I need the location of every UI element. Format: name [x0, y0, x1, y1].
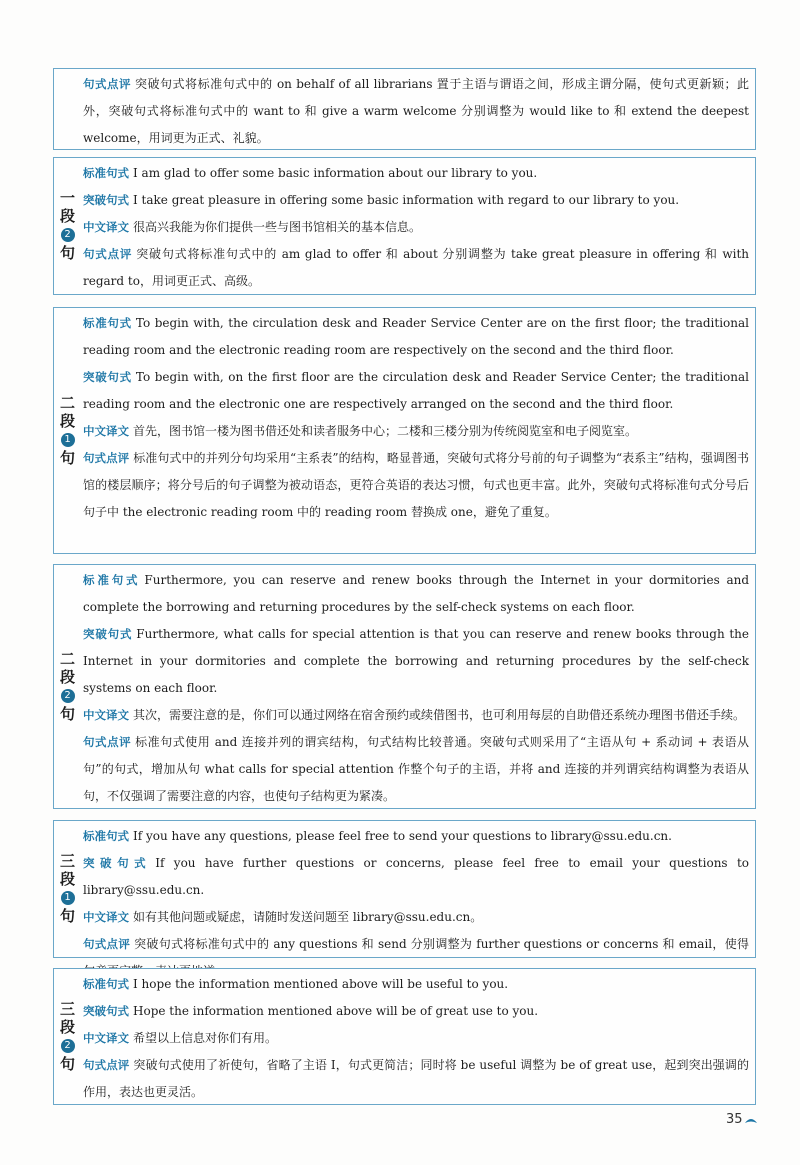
sentence-box-p1-s2 — [53, 157, 756, 295]
label-comment: 句式点评 — [83, 247, 133, 261]
label-breakthrough: 突破句式 — [83, 370, 132, 384]
breakthrough-text: To begin with, on the first floor are the circulation desk and Reader Service Center; the traditional reading room and the electronic one are respectively arranged on the second and the third floor. — [83, 370, 749, 411]
comment-text: 标准句式中的并列分句均采用“主系表”的结构，略显普通，突破句式将分号前的句子调整为“表系主”结构，强调图书馆的楼层顺序；将分号后的句子调整为被动语态，更符合英语的表达习惯，句式也更丰富。此外，突破句式将标准句式分号后句子中 the electronic reading room 中的 reading room 替换成 one，避免了重复。 — [83, 451, 749, 519]
label-comment: 句式点评 — [83, 937, 131, 951]
label-comment: 句式点评 — [83, 451, 130, 465]
marker-sentence-num: 2 — [61, 228, 75, 242]
review-box-intro — [53, 68, 756, 150]
marker-sentence-char: 句 — [59, 448, 75, 467]
breakthrough-text: I take great pleasure in offering some basic information with regard to our library to you. — [133, 193, 680, 207]
standard-text: I am glad to offer some basic information about our library to you. — [133, 166, 538, 180]
marker-paragraph-num: 三 — [59, 999, 75, 1018]
label-translation: 中文译文 — [83, 910, 129, 924]
paragraph-translation — [83, 418, 749, 445]
label-standard: 标准句式 — [83, 977, 129, 991]
label-comment: 句式点评 — [83, 1058, 130, 1072]
label-translation: 中文译文 — [83, 708, 129, 722]
book-icon — [744, 1115, 758, 1125]
marker-paragraph-char: 段 — [59, 667, 75, 686]
marker-paragraph-char: 段 — [59, 870, 75, 888]
paragraph-comment — [83, 241, 749, 295]
section-marker — [54, 158, 81, 294]
comment-text: 突破句式将标准句式中的 any questions 和 send 分别调整为 further questions or concerns 和 email，使得 — [134, 937, 749, 951]
paragraph-breakthrough — [83, 364, 749, 418]
paragraph-breakthrough — [83, 998, 749, 1025]
paragraph-standard — [83, 310, 749, 364]
paragraph-standard — [83, 160, 749, 187]
marker-sentence-char: 句 — [59, 1054, 75, 1073]
box-content — [83, 160, 749, 295]
comment-text: 突破句式使用了祈使句，省略了主语 I，句式更简洁；同时将 be useful 调整为 be of great use，起到突出强调的作用，表达也更灵活。 — [83, 1058, 749, 1099]
label-translation: 中文译文 — [83, 1031, 129, 1045]
translation-text: 如有其他问题或疑虑，请随时发送问题至 library@ssu.edu.cn。 — [133, 910, 483, 924]
marker-sentence-char: 句 — [59, 244, 75, 262]
section-marker — [54, 821, 81, 957]
label-breakthrough: 突破句式 — [83, 193, 129, 207]
paragraph-standard — [83, 823, 749, 850]
page-number: 35 — [726, 1112, 743, 1127]
sentence-box-p2-s1 — [53, 307, 756, 554]
marker-paragraph-num: 一 — [59, 189, 75, 207]
paragraph-breakthrough — [83, 850, 749, 904]
marker-sentence-char: 句 — [59, 704, 75, 723]
label-breakthrough: 突破句式 — [83, 856, 152, 870]
translation-text: 很高兴我能为你们提供一些与图书馆相关的基本信息。 — [133, 220, 422, 234]
paragraph-translation — [83, 1025, 749, 1052]
box-content — [83, 823, 749, 985]
standard-text: If you have any questions, please feel free to send your questions to library@ssu.edu.cn. — [133, 829, 672, 843]
label-standard: 标准句式 — [83, 573, 141, 587]
label-standard: 标准句式 — [83, 316, 132, 330]
comment-text: 突破句式将标准句式中的 am glad to offer 和 about 分别调整为 take great pleasure in offering 和 with regard to，用词更正式、高级。 — [83, 247, 750, 288]
comment-text: 突破句式将标准句式中的 on behalf of all librarians 置于主语与谓语之间，形成主谓分隔，使句式更新颖；此外，突破句式将标准句式中的 want to 和 give a warm welcome 分别调整为 would like to 和 extend the deepest welcome，用词更为正式、礼貌。 — [83, 77, 749, 145]
marker-paragraph-num: 二 — [59, 393, 75, 412]
label-standard: 标准句式 — [83, 829, 129, 843]
marker-paragraph-char: 段 — [59, 207, 75, 225]
paragraph-comment — [83, 445, 749, 526]
breakthrough-text: Furthermore, what calls for special attention is that you can reserve and renew books through the Internet in your dormitories and complete the borrowing and returning procedures by the self-check systems on each floor. — [83, 627, 749, 695]
section-marker — [54, 969, 81, 1104]
paragraph-translation — [83, 702, 749, 729]
breakthrough-text: Hope the information mentioned above will be of great use to you. — [133, 1004, 539, 1018]
section-marker — [54, 308, 81, 553]
label-breakthrough: 突破句式 — [83, 627, 133, 641]
paragraph-translation — [83, 904, 749, 931]
paragraph-comment — [83, 729, 749, 810]
marker-paragraph-char: 段 — [59, 411, 75, 430]
standard-text: Furthermore, you can reserve and renew books through the Internet in your dormitories and complete the borrowing and returning procedures by the self-check systems on each floor. — [83, 573, 750, 614]
box-content — [83, 567, 749, 810]
label-breakthrough: 突破句式 — [83, 1004, 129, 1018]
sentence-box-p2-s2 — [53, 564, 756, 809]
translation-text: 希望以上信息对你们有用。 — [133, 1031, 278, 1045]
label-comment: 句式点评 — [83, 77, 132, 91]
paragraph-breakthrough — [83, 621, 749, 702]
marker-paragraph-num: 三 — [59, 852, 75, 870]
marker-sentence-num: 1 — [61, 433, 75, 447]
paragraph-comment — [83, 1052, 749, 1106]
sentence-box-p3-s2 — [53, 968, 756, 1105]
paragraph-breakthrough — [83, 187, 749, 214]
marker-paragraph-num: 二 — [59, 649, 75, 668]
box-content — [83, 71, 749, 152]
translation-text: 其次，需要注意的是，你们可以通过网络在宿舍预约或续借图书，也可利用每层的自助借还系统办理图书借还手续。 — [133, 708, 746, 722]
marker-sentence-num: 2 — [61, 1039, 75, 1053]
box-content — [83, 310, 749, 526]
marker-sentence-num: 2 — [61, 689, 75, 703]
label-comment: 句式点评 — [83, 735, 132, 749]
breakthrough-text: If you have further questions or concerns, please feel free to email your questions to library@ssu.edu.cn. — [83, 856, 750, 897]
paragraph-translation — [83, 214, 749, 241]
box-content — [83, 971, 749, 1106]
sentence-box-p3-s1 — [53, 820, 756, 958]
paragraph-comment — [83, 71, 749, 152]
comment-text: 标准句式使用 and 连接并列的谓宾结构，句式结构比较普通。突破句式则采用了“主语从句 + 系动词 + 表语从句”的句式，增加从句 what calls for special attention 作整个句子的主语，并将 and 连接的并列谓宾结构调整为表语从句，不仅强调了需要注意的内容，也使句子结构更为紧凑。 — [83, 735, 750, 803]
marker-paragraph-char: 段 — [59, 1017, 75, 1036]
paragraph-standard — [83, 971, 749, 998]
label-translation: 中文译文 — [83, 220, 129, 234]
paragraph-standard — [83, 567, 749, 621]
translation-text: 首先，图书馆一楼为图书借还处和读者服务中心；二楼和三楼分别为传统阅览室和电子阅览室。 — [133, 424, 638, 438]
section-marker — [54, 565, 81, 808]
label-translation: 中文译文 — [83, 424, 129, 438]
marker-sentence-char: 句 — [59, 907, 75, 925]
standard-text: I hope the information mentioned above will be useful to you. — [133, 977, 509, 991]
standard-text: To begin with, the circulation desk and Reader Service Center are on the first floor; the traditional reading room and the electronic reading room are respectively on the second and the third floor. — [83, 316, 749, 357]
marker-sentence-num: 1 — [61, 891, 75, 905]
label-standard: 标准句式 — [83, 166, 129, 180]
